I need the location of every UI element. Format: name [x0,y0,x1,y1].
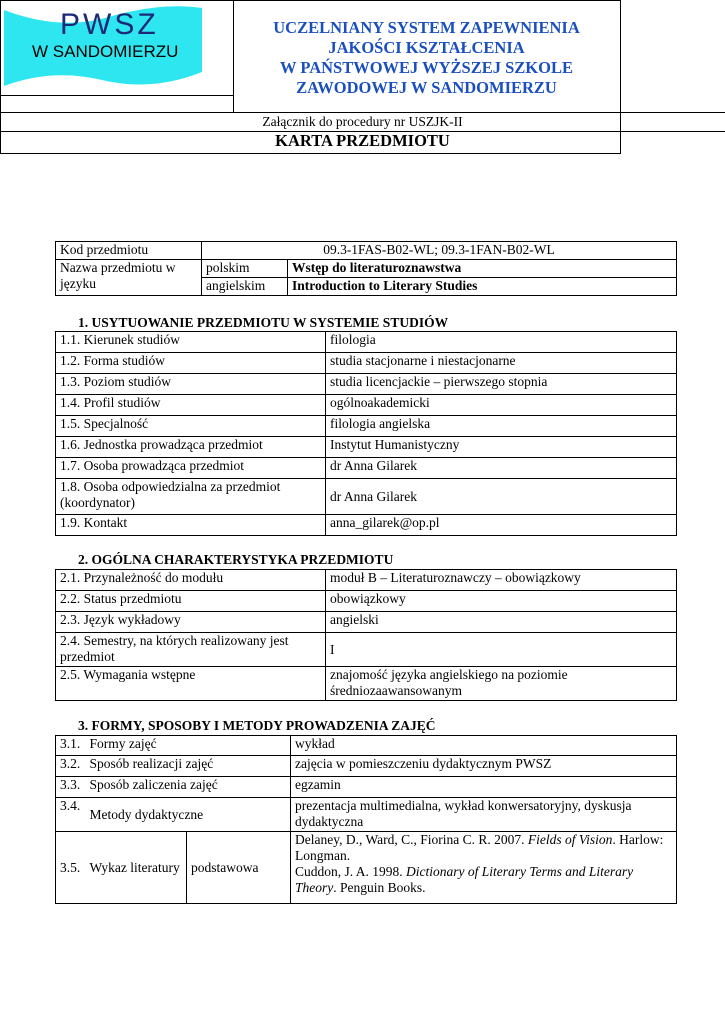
row-value: angielski [326,612,677,633]
row-label: 1.5. Specjalność [56,416,326,437]
row-number: 3.3. [56,777,86,798]
row-value: znajomość języka angielskiego na poziomie średniozaawansowanym [326,667,677,701]
institution-name: UCZELNIANY SYSTEM ZAPEWNIENIA JAKOŚCI KSZTAŁCENIA W PAŃSTWOWEJ WYŻSZEJ SZKOLE ZAWODOWEJ W SANDOMIERZU [273,18,580,97]
row-label: Sposób realizacji zajęć [86,756,291,777]
document-header [0,0,621,154]
code-label: Kod przedmiotu [56,242,202,260]
course-info-table [55,241,677,296]
row-value: prezentacja multimedialna, wykład konwersatoryjny, dyskusja dydaktyczna [291,798,677,832]
row-value: Instytut Humanistyczny [326,437,677,458]
row-label: 2.2. Status przedmiotu [56,591,326,612]
logo-text: PWSZ [60,8,159,41]
row-value: studia licencjackie – pierwszego stopnia [326,374,677,395]
name-label: Nazwa przedmiotu w języku [56,260,202,296]
section-3-table [55,735,677,904]
row-value: filologia angielska [326,416,677,437]
row-value: obowiązkowy [326,591,677,612]
row-value: dr Anna Gilarek [326,458,677,479]
section-1-table [55,331,677,536]
logo-subtitle: W SANDOMIERZU [32,42,179,61]
section-2-title: 2. OGÓLNA CHARAKTERYSTYKA PRZEDMIOTU [78,552,394,567]
row-label: 2.5. Wymagania wstępne [56,667,326,701]
row-number: 3.5. [56,832,86,904]
row-label: 1.8. Osoba odpowiedzialna za przedmiot (koordynator) [56,479,326,515]
row-label: 2.4. Semestry, na których realizowany jest przedmiot [56,633,326,667]
row-number: 3.1. [56,736,86,756]
row-value: ogólnoakademicki [326,395,677,416]
section-3-title: 3. FORMY, SPOSOBY I METODY PROWADZENIA ZAJĘĆ [78,718,436,733]
literature-label: Wykaz literatury [86,832,187,904]
literature-type: podstawowa [187,832,291,904]
page-title: KARTA PRZEDMIOTU [275,131,450,150]
row-label: 1.7. Osoba prowadząca przedmiot [56,458,326,479]
row-value: egzamin [291,777,677,798]
row-value: wykład [291,736,677,756]
row-value: anna_gilarek@op.pl [326,515,677,536]
row-number: 3.2. [56,756,86,777]
row-label: 2.3. Język wykładowy [56,612,326,633]
row-label: Metody dydaktyczne [86,798,291,832]
row-label: 1.3. Poziom studiów [56,374,326,395]
row-label: 1.4. Profil studiów [56,395,326,416]
pwsz-logo [2,2,202,92]
english-label: angielskim [202,278,288,296]
row-value: zajęcia w pomieszczeniu dydaktycznym PWSZ [291,756,677,777]
row-value: filologia [326,332,677,353]
row-label: 1.6. Jednostka prowadząca przedmiot [56,437,326,458]
section-1-title: 1. USYTUOWANIE PRZEDMIOTU W SYSTEMIE STUDIÓW [78,315,449,330]
row-value: moduł B – Literaturoznawczy – obowiązkowy [326,570,677,591]
code-value: 09.3-1FAS-B02-WL; 09.3-1FAN-B02-WL [202,242,677,260]
literature-references: Delaney, D., Ward, C., Fiorina C. R. 2007. Fields of Vision. Harlow: Longman. Cuddon, J. A. 1998. Dictionary of Literary Terms and Literary Theory. Penguin Books. [291,832,677,904]
row-value: studia stacjonarne i niestacjonarne [326,353,677,374]
row-label: Formy zajęć [86,736,291,756]
row-number: 3.4. [56,798,86,832]
row-value: dr Anna Gilarek [326,479,677,515]
row-label: 1.9. Kontakt [56,515,326,536]
row-label: 1.2. Forma studiów [56,353,326,374]
polish-label: polskim [202,260,288,278]
polish-name: Wstęp do literaturoznawstwa [288,260,677,278]
row-value: I [326,633,677,667]
row-label: 1.1. Kierunek studiów [56,332,326,353]
english-name: Introduction to Literary Studies [288,278,677,296]
section-2-table [55,569,677,701]
row-label: Sposób zaliczenia zajęć [86,777,291,798]
attachment-note: Załącznik do procedury nr USZJK-II [262,114,463,129]
row-label: 2.1. Przynależność do modułu [56,570,326,591]
